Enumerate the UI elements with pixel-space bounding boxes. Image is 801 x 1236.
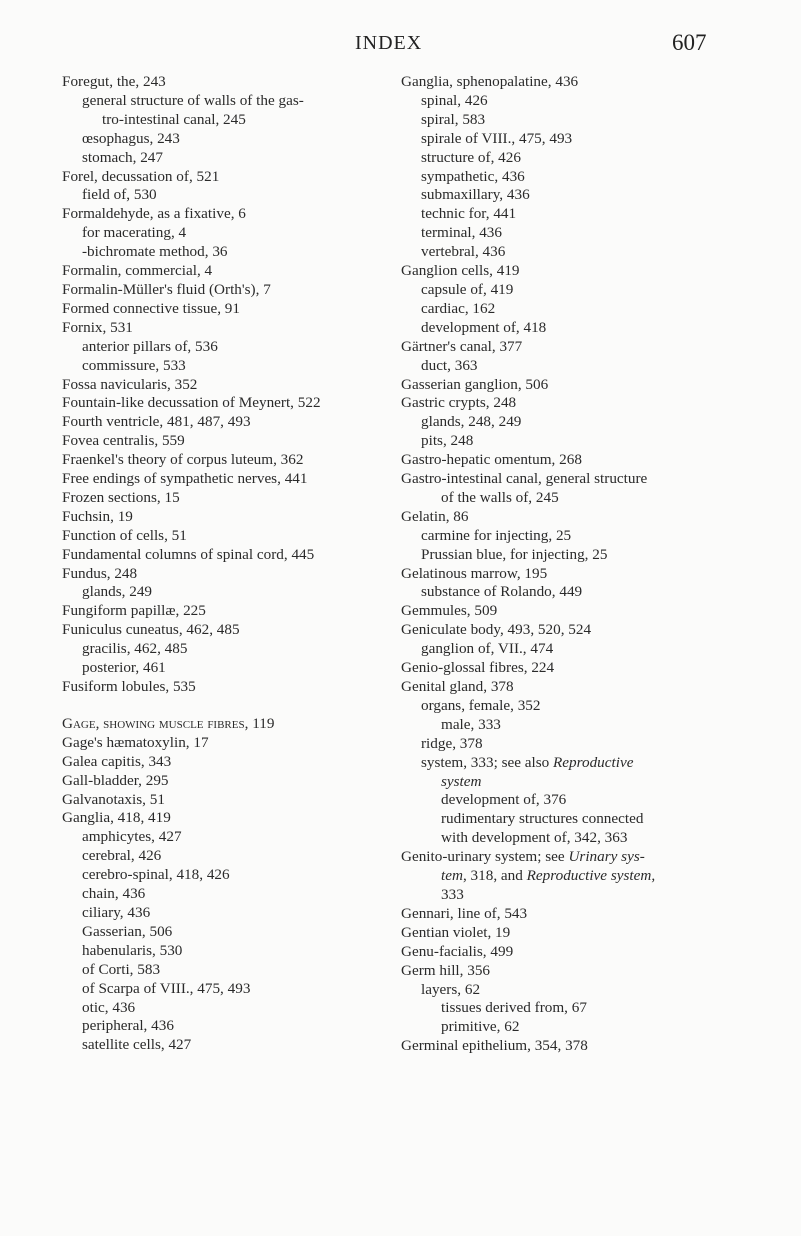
index-entry-text: Genio-glossal fibres, 224 bbox=[401, 659, 555, 677]
index-entry-text: Genu-facialis, 499 bbox=[401, 942, 514, 960]
index-entry bbox=[62, 432, 382, 451]
index-entry-text: system, 333; see also bbox=[421, 753, 554, 771]
index-entry bbox=[401, 262, 771, 281]
index-entry bbox=[62, 772, 382, 791]
index-entry-text: of Corti, 583 bbox=[82, 960, 161, 978]
index-entry-text: development of, 418 bbox=[421, 318, 547, 336]
index-entry bbox=[401, 527, 771, 546]
index-entry-text: 333 bbox=[441, 885, 464, 903]
index-entry bbox=[62, 262, 382, 281]
index-entry bbox=[401, 111, 771, 130]
index-entry bbox=[62, 168, 382, 187]
index-entry bbox=[62, 583, 382, 602]
index-entry-text: chain, 436 bbox=[82, 885, 146, 903]
index-entry-text: Fusiform lobules, 535 bbox=[62, 678, 196, 695]
index-entry bbox=[62, 847, 382, 866]
index-entry-text: Gastric crypts, 248 bbox=[401, 394, 517, 412]
index-entry-text: Fovea centralis, 559 bbox=[62, 432, 185, 450]
index-entry bbox=[62, 413, 382, 432]
index-entry-text: Genital gland, 378 bbox=[401, 678, 514, 695]
index-entry bbox=[62, 602, 382, 621]
index-entry-text: carmine for injecting, 25 bbox=[421, 526, 572, 544]
index-entry bbox=[401, 583, 771, 602]
index-column-right bbox=[401, 73, 771, 1056]
index-entry bbox=[62, 357, 382, 376]
index-entry-text: vertebral, 436 bbox=[421, 243, 506, 261]
index-entry-text: for macerating, 4 bbox=[82, 224, 187, 242]
index-entry-text: , 318, and bbox=[462, 867, 527, 885]
index-entry bbox=[401, 470, 771, 489]
index-entry bbox=[62, 205, 382, 224]
index-entry-text: Fundus, 248 bbox=[62, 564, 138, 582]
index-entry bbox=[62, 659, 382, 678]
index-entry-text: tissues derived from, 67 bbox=[441, 999, 587, 1017]
index-entry-text: Gasserian ganglion, 506 bbox=[401, 375, 549, 393]
index-entry bbox=[401, 678, 771, 697]
index-entry-text: submaxillary, 436 bbox=[421, 186, 530, 204]
index-entry bbox=[401, 168, 771, 187]
index-entry bbox=[401, 546, 771, 565]
index-entry-text: capsule of, 419 bbox=[421, 280, 514, 298]
index-entry-text: Gasserian, 506 bbox=[82, 922, 173, 940]
index-entry bbox=[62, 923, 382, 942]
index-entry bbox=[401, 754, 771, 773]
index-entry bbox=[401, 205, 771, 224]
index-entry-text: Gennari, line of, 543 bbox=[401, 904, 528, 922]
index-entry-text: Gemmules, 509 bbox=[401, 602, 498, 620]
index-entry-text: cerebro-spinal, 418, 426 bbox=[82, 866, 230, 884]
index-entry-text: Fungiform papillæ, 225 bbox=[62, 602, 206, 620]
index-entry-text: Gage, showing muscle fibres, 119 bbox=[62, 714, 275, 732]
index-entry-text: substance of Rolando, 449 bbox=[421, 583, 583, 601]
index-entry bbox=[401, 376, 771, 395]
index-entry-text: Ganglia, sphenopalatine, 436 bbox=[401, 73, 579, 90]
index-entry bbox=[62, 678, 382, 697]
index-entry bbox=[62, 715, 382, 734]
index-entry-text: general structure of walls of the gas- bbox=[82, 91, 304, 109]
index-entry-text: Foregut, the, 243 bbox=[62, 73, 166, 90]
index-entry bbox=[401, 92, 771, 111]
index-entry bbox=[62, 904, 382, 923]
index-entry bbox=[401, 300, 771, 319]
index-entry bbox=[62, 130, 382, 149]
index-entry-text: Fountain-like decussation of Meynert, 522 bbox=[62, 394, 321, 412]
index-entry bbox=[401, 981, 771, 1000]
index-entry-text: œsophagus, 243 bbox=[82, 129, 180, 147]
index-entry bbox=[401, 1037, 771, 1056]
index-entry-text: commissure, 533 bbox=[82, 356, 186, 374]
index-entry bbox=[62, 470, 382, 489]
index-entry-text: gracilis, 462, 485 bbox=[82, 640, 188, 658]
index-entry-text: sympathetic, 436 bbox=[421, 167, 525, 185]
index-entry-text: Gall-bladder, 295 bbox=[62, 771, 169, 789]
index-entry-text: Fuchsin, 19 bbox=[62, 507, 133, 525]
index-entry bbox=[62, 942, 382, 961]
index-entry-text: of the walls of, 245 bbox=[441, 488, 559, 506]
index-entry bbox=[401, 489, 771, 508]
index-entry bbox=[401, 659, 771, 678]
index-entry bbox=[401, 73, 771, 92]
index-entry bbox=[62, 508, 382, 527]
index-entry-text: Formalin-Müller's fluid (Orth's), 7 bbox=[62, 280, 271, 298]
index-entry-text: structure of, 426 bbox=[421, 148, 521, 166]
index-entry-text: Galvanotaxis, 51 bbox=[62, 790, 165, 808]
index-entry bbox=[62, 621, 382, 640]
index-entry bbox=[62, 999, 382, 1018]
index-entry-text: ganglion of, VII., 474 bbox=[421, 640, 554, 658]
index-entry bbox=[62, 338, 382, 357]
index-entry bbox=[401, 848, 771, 867]
index-entry-text: Gentian violet, 19 bbox=[401, 923, 511, 941]
index-entry-italic: system bbox=[441, 772, 482, 790]
index-entry-text: cerebral, 426 bbox=[82, 847, 162, 865]
index-entry-text: Free endings of sympathetic nerves, 441 bbox=[62, 470, 308, 488]
index-entry-text: Fornix, 531 bbox=[62, 318, 133, 336]
index-entry bbox=[401, 413, 771, 432]
index-entry bbox=[401, 640, 771, 659]
index-entry bbox=[401, 186, 771, 205]
index-entry bbox=[401, 886, 771, 905]
index-entry bbox=[62, 980, 382, 999]
index-entry-text: field of, 530 bbox=[82, 186, 157, 204]
index-entry bbox=[62, 828, 382, 847]
index-entry-text: tro-intestinal canal, 245 bbox=[102, 110, 246, 128]
index-entry-text: Fourth ventricle, 481, 487, 493 bbox=[62, 413, 251, 431]
index-entry-text: posterior, 461 bbox=[82, 659, 166, 677]
index-entry-text: spiral, 583 bbox=[421, 110, 486, 128]
index-entry bbox=[401, 281, 771, 300]
index-entry bbox=[62, 73, 382, 92]
index-entry bbox=[62, 319, 382, 338]
index-entry-text: Fossa navicularis, 352 bbox=[62, 375, 198, 393]
index-entry bbox=[401, 716, 771, 735]
index-entry-text: Formalin, commercial, 4 bbox=[62, 262, 213, 280]
index-entry-italic: Reproductive system, bbox=[526, 867, 656, 885]
index-entry-text: -bichromate method, 36 bbox=[82, 243, 228, 261]
index-entry-text: Germinal epithelium, 354, 378 bbox=[401, 1037, 588, 1055]
index-entry-text: rudimentary structures connected bbox=[441, 810, 644, 828]
index-entry bbox=[401, 149, 771, 168]
index-entry-text: technic for, 441 bbox=[421, 205, 517, 223]
index-entry-text: Prussian blue, for injecting, 25 bbox=[421, 545, 608, 563]
index-entry bbox=[62, 791, 382, 810]
index-entry-text: Genito-urinary system; see bbox=[401, 848, 569, 866]
index-entry bbox=[62, 186, 382, 205]
index-entry-italic: tem bbox=[441, 867, 463, 885]
index-entry bbox=[62, 376, 382, 395]
index-entry bbox=[62, 111, 382, 130]
running-title: INDEX bbox=[355, 32, 423, 54]
index-entry bbox=[401, 565, 771, 584]
index-entry bbox=[62, 866, 382, 885]
index-entry-text: amphicytes, 427 bbox=[82, 828, 182, 846]
index-entry bbox=[401, 1018, 771, 1037]
index-entry-text: Frozen sections, 15 bbox=[62, 488, 180, 506]
index-entry-text: Formed connective tissue, 91 bbox=[62, 299, 240, 317]
index-entry bbox=[401, 962, 771, 981]
index-entry-text: Ganglia, 418, 419 bbox=[62, 809, 171, 827]
index-entry-text: with development of, 342, 363 bbox=[441, 829, 628, 847]
index-entry-text: satellite cells, 427 bbox=[82, 1036, 192, 1054]
index-entry bbox=[401, 773, 771, 792]
index-entry bbox=[62, 734, 382, 753]
index-entry-text: Gelatinous marrow, 195 bbox=[401, 564, 548, 582]
index-entry-text: cardiac, 162 bbox=[421, 299, 496, 317]
index-entry bbox=[401, 432, 771, 451]
index-entry-text: habenularis, 530 bbox=[82, 941, 183, 959]
running-head bbox=[0, 30, 801, 60]
index-entry bbox=[401, 243, 771, 262]
index-entry-text: male, 333 bbox=[441, 715, 501, 733]
index-entry-text: of Scarpa of VIII., 475, 493 bbox=[82, 979, 251, 997]
index-entry bbox=[62, 961, 382, 980]
index-entry-text: otic, 436 bbox=[82, 998, 136, 1016]
index-entry-text: Formaldehyde, as a fixative, 6 bbox=[62, 205, 246, 223]
index-entry bbox=[401, 924, 771, 943]
index-entry-text: glands, 248, 249 bbox=[421, 413, 522, 431]
index-entry bbox=[401, 224, 771, 243]
index-entry-italic: Urinary sys- bbox=[568, 848, 645, 866]
index-entry-text: ridge, 378 bbox=[421, 734, 483, 752]
index-entry bbox=[401, 602, 771, 621]
index-entry bbox=[62, 809, 382, 828]
index-entry bbox=[401, 319, 771, 338]
index-entry-text: ciliary, 436 bbox=[82, 903, 151, 921]
index-entry bbox=[62, 224, 382, 243]
index-entry bbox=[62, 300, 382, 319]
index-entry bbox=[62, 92, 382, 111]
index-entry bbox=[62, 489, 382, 508]
index-entry bbox=[401, 621, 771, 640]
index-entry-text: Germ hill, 356 bbox=[401, 961, 491, 979]
index-entry bbox=[401, 357, 771, 376]
index-entry-text: glands, 249 bbox=[82, 583, 153, 601]
index-entry-text: anterior pillars of, 536 bbox=[82, 337, 218, 355]
index-entry-text: Galea capitis, 343 bbox=[62, 752, 172, 770]
index-entry bbox=[401, 130, 771, 149]
index-entry-text: Fraenkel's theory of corpus luteum, 362 bbox=[62, 451, 304, 469]
index-entry-text: Function of cells, 51 bbox=[62, 526, 187, 544]
index-entry bbox=[401, 451, 771, 470]
index-entry bbox=[62, 527, 382, 546]
index-entry bbox=[62, 546, 382, 565]
index-entry bbox=[401, 338, 771, 357]
index-entry-text: Gärtner's canal, 377 bbox=[401, 337, 523, 355]
index-entry bbox=[62, 565, 382, 584]
index-entry bbox=[62, 640, 382, 659]
index-entry-text: layers, 62 bbox=[421, 980, 481, 998]
index-entry-text: Gastro-hepatic omentum, 268 bbox=[401, 451, 582, 469]
index-entry bbox=[401, 394, 771, 413]
index-entry bbox=[401, 791, 771, 810]
index-entry-text: duct, 363 bbox=[421, 356, 478, 374]
index-entry-text: terminal, 436 bbox=[421, 224, 502, 242]
index-entry-text: organs, female, 352 bbox=[421, 696, 541, 714]
index-entry bbox=[62, 753, 382, 772]
index-entry-text: Ganglion cells, 419 bbox=[401, 262, 520, 280]
index-entry bbox=[62, 1017, 382, 1036]
index-entry bbox=[401, 697, 771, 716]
index-entry-text: Gage's hæmatoxylin, 17 bbox=[62, 733, 209, 751]
index-entry-text: Geniculate body, 493, 520, 524 bbox=[401, 621, 592, 639]
index-entry bbox=[62, 149, 382, 168]
index-entry-text: Gastro-intestinal canal, general structure bbox=[401, 470, 648, 488]
index-entry-text: stomach, 247 bbox=[82, 148, 163, 166]
index-entry bbox=[401, 829, 771, 848]
index-entry-text: development of, 376 bbox=[441, 791, 567, 809]
index-entry bbox=[62, 885, 382, 904]
index-entry bbox=[62, 281, 382, 300]
index-entry-text: Funiculus cuneatus, 462, 485 bbox=[62, 621, 240, 639]
index-entry-text: Forel, decussation of, 521 bbox=[62, 167, 220, 185]
index-column-left bbox=[62, 73, 382, 1055]
index-entry-text: spirale of VIII., 475, 493 bbox=[421, 129, 573, 147]
index-entry bbox=[62, 1036, 382, 1055]
index-entry-text: Fundamental columns of spinal cord, 445 bbox=[62, 545, 315, 563]
index-entry bbox=[62, 243, 382, 262]
index-entry-text: pits, 248 bbox=[421, 432, 474, 450]
index-entry-text: Gelatin, 86 bbox=[401, 507, 469, 525]
index-entry-text: peripheral, 436 bbox=[82, 1017, 174, 1035]
index-entry-italic: Reproductive bbox=[553, 753, 634, 771]
index-entry bbox=[401, 735, 771, 754]
index-entry bbox=[401, 905, 771, 924]
index-entry-text: spinal, 426 bbox=[421, 91, 488, 109]
index-entry bbox=[401, 867, 771, 886]
index-entry bbox=[62, 394, 382, 413]
index-entry-text: primitive, 62 bbox=[441, 1018, 520, 1036]
index-entry bbox=[401, 999, 771, 1018]
index-entry bbox=[401, 508, 771, 527]
index-entry bbox=[401, 943, 771, 962]
index-entry bbox=[401, 810, 771, 829]
index-entry bbox=[62, 451, 382, 470]
page-number: 607 bbox=[672, 30, 707, 55]
